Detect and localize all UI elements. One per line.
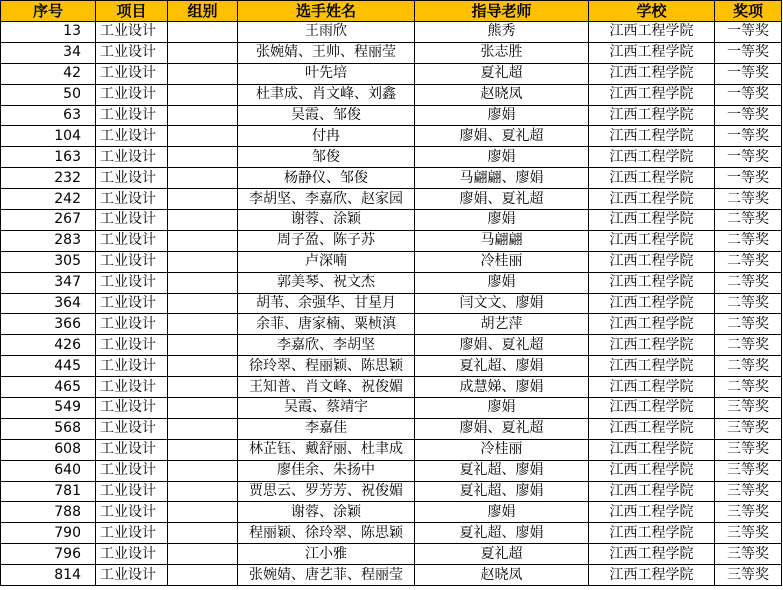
cell-award: 二等奖 — [715, 189, 782, 210]
cell-advisor: 廖娟 — [415, 398, 589, 419]
cell-seq: 34 — [1, 42, 96, 63]
cell-project: 工业设计 — [96, 356, 168, 377]
cell-seq: 305 — [1, 251, 96, 272]
cell-contestants: 付冉 — [238, 126, 415, 147]
cell-project: 工业设计 — [96, 189, 168, 210]
cell-advisor: 闫文文、廖娟 — [415, 293, 589, 314]
cell-advisor: 夏礼超 — [415, 544, 589, 565]
cell-advisor: 马翩翩、廖娟 — [415, 168, 589, 189]
cell-contestants: 胡苇、余强华、甘星月 — [238, 293, 415, 314]
cell-school: 江西工程学院 — [589, 377, 715, 398]
cell-project: 工业设计 — [96, 210, 168, 231]
cell-group — [168, 460, 238, 481]
cell-group — [168, 481, 238, 502]
cell-advisor: 成慧娣、廖娟 — [415, 377, 589, 398]
cell-advisor: 廖娟 — [415, 502, 589, 523]
table-row — [1, 481, 782, 502]
cell-contestants: 谢蓉、涂颖 — [238, 502, 415, 523]
cell-project: 工业设计 — [96, 565, 168, 586]
cell-advisor: 夏礼超、廖娟 — [415, 523, 589, 544]
cell-seq: 788 — [1, 502, 96, 523]
cell-award: 三等奖 — [715, 439, 782, 460]
cell-group — [168, 418, 238, 439]
cell-school: 江西工程学院 — [589, 126, 715, 147]
cell-project: 工业设计 — [96, 22, 168, 43]
cell-contestants: 王雨欣 — [238, 22, 415, 43]
table-row — [1, 356, 782, 377]
cell-school: 江西工程学院 — [589, 63, 715, 84]
cell-award: 二等奖 — [715, 335, 782, 356]
cell-award: 二等奖 — [715, 293, 782, 314]
cell-advisor: 廖娟 — [415, 272, 589, 293]
cell-award: 二等奖 — [715, 251, 782, 272]
cell-group — [168, 230, 238, 251]
cell-contestants: 贾思云、罗芳芳、祝俊媚 — [238, 481, 415, 502]
cell-award: 二等奖 — [715, 210, 782, 231]
cell-contestants: 李嘉佳 — [238, 418, 415, 439]
cell-project: 工业设计 — [96, 251, 168, 272]
cell-group — [168, 251, 238, 272]
cell-contestants: 卢深喃 — [238, 251, 415, 272]
cell-award: 二等奖 — [715, 377, 782, 398]
cell-award: 二等奖 — [715, 230, 782, 251]
table-row — [1, 544, 782, 565]
table-row — [1, 84, 782, 105]
cell-group — [168, 168, 238, 189]
cell-award: 一等奖 — [715, 126, 782, 147]
cell-school: 江西工程学院 — [589, 356, 715, 377]
cell-project: 工业设计 — [96, 544, 168, 565]
cell-advisor: 张志胜 — [415, 42, 589, 63]
cell-contestants: 周子盈、陈子苏 — [238, 230, 415, 251]
cell-group — [168, 502, 238, 523]
cell-school: 江西工程学院 — [589, 42, 715, 63]
cell-award: 一等奖 — [715, 63, 782, 84]
cell-seq: 568 — [1, 418, 96, 439]
cell-project: 工业设计 — [96, 460, 168, 481]
cell-group — [168, 84, 238, 105]
cell-advisor: 夏礼超、廖娟 — [415, 460, 589, 481]
cell-contestants: 余菲、唐家楠、粟桢滇 — [238, 314, 415, 335]
cell-contestants: 吴霞、蔡靖宇 — [238, 398, 415, 419]
cell-seq: 445 — [1, 356, 96, 377]
cell-school: 江西工程学院 — [589, 418, 715, 439]
cell-advisor: 廖娟、夏礼超 — [415, 189, 589, 210]
cell-advisor: 赵晓凤 — [415, 565, 589, 586]
cell-seq: 549 — [1, 398, 96, 419]
cell-contestants: 程丽颖、徐玲翠、陈思颖 — [238, 523, 415, 544]
cell-project: 工业设计 — [96, 168, 168, 189]
cell-contestants: 杨静仪、邹俊 — [238, 168, 415, 189]
cell-school: 江西工程学院 — [589, 230, 715, 251]
cell-award: 一等奖 — [715, 84, 782, 105]
cell-group — [168, 565, 238, 586]
cell-award: 三等奖 — [715, 565, 782, 586]
cell-contestants: 林芷钰、戴舒丽、杜聿成 — [238, 439, 415, 460]
cell-contestants: 杜聿成、肖文峰、刘鑫 — [238, 84, 415, 105]
cell-seq: 814 — [1, 565, 96, 586]
cell-seq: 242 — [1, 189, 96, 210]
cell-contestants: 徐玲翠、程丽颖、陈思颖 — [238, 356, 415, 377]
cell-school: 江西工程学院 — [589, 251, 715, 272]
cell-school: 江西工程学院 — [589, 502, 715, 523]
table-row — [1, 251, 782, 272]
cell-advisor: 冷桂丽 — [415, 251, 589, 272]
cell-project: 工业设计 — [96, 272, 168, 293]
cell-advisor: 廖娟 — [415, 147, 589, 168]
cell-group — [168, 523, 238, 544]
cell-school: 江西工程学院 — [589, 293, 715, 314]
cell-seq: 347 — [1, 272, 96, 293]
cell-award: 三等奖 — [715, 398, 782, 419]
cell-project: 工业设计 — [96, 42, 168, 63]
cell-contestants: 李嘉欣、李胡坚 — [238, 335, 415, 356]
cell-school: 江西工程学院 — [589, 105, 715, 126]
table-row — [1, 63, 782, 84]
cell-project: 工业设计 — [96, 293, 168, 314]
cell-contestants: 张婉婧、唐艺菲、程丽莹 — [238, 565, 415, 586]
header-advisor: 指导老师 — [415, 1, 589, 22]
cell-contestants: 邹俊 — [238, 147, 415, 168]
cell-award: 三等奖 — [715, 523, 782, 544]
cell-award: 一等奖 — [715, 147, 782, 168]
cell-project: 工业设计 — [96, 398, 168, 419]
cell-project: 工业设计 — [96, 63, 168, 84]
cell-seq: 781 — [1, 481, 96, 502]
cell-advisor: 廖娟 — [415, 210, 589, 231]
cell-school: 江西工程学院 — [589, 565, 715, 586]
cell-group — [168, 335, 238, 356]
cell-project: 工业设计 — [96, 126, 168, 147]
table-row — [1, 147, 782, 168]
cell-school: 江西工程学院 — [589, 523, 715, 544]
cell-award: 一等奖 — [715, 168, 782, 189]
cell-project: 工业设计 — [96, 147, 168, 168]
cell-school: 江西工程学院 — [589, 189, 715, 210]
cell-contestants: 王知普、肖文峰、祝俊媚 — [238, 377, 415, 398]
cell-advisor: 夏礼超、廖娟 — [415, 481, 589, 502]
cell-project: 工业设计 — [96, 84, 168, 105]
table-row — [1, 126, 782, 147]
cell-advisor: 冷桂丽 — [415, 439, 589, 460]
cell-project: 工业设计 — [96, 439, 168, 460]
cell-advisor: 马翩翩 — [415, 230, 589, 251]
cell-project: 工业设计 — [96, 418, 168, 439]
cell-school: 江西工程学院 — [589, 84, 715, 105]
cell-contestants: 廖佳余、朱扬中 — [238, 460, 415, 481]
cell-group — [168, 63, 238, 84]
table-row — [1, 42, 782, 63]
table-row — [1, 105, 782, 126]
header-row — [1, 1, 782, 22]
cell-school: 江西工程学院 — [589, 314, 715, 335]
cell-award: 三等奖 — [715, 481, 782, 502]
cell-school: 江西工程学院 — [589, 210, 715, 231]
cell-group — [168, 356, 238, 377]
table-row — [1, 398, 782, 419]
cell-school: 江西工程学院 — [589, 22, 715, 43]
table-row — [1, 189, 782, 210]
header-seq: 序号 — [1, 1, 96, 22]
cell-group — [168, 22, 238, 43]
cell-group — [168, 544, 238, 565]
table-body — [1, 22, 782, 586]
cell-group — [168, 147, 238, 168]
cell-school: 江西工程学院 — [589, 439, 715, 460]
table-row — [1, 293, 782, 314]
cell-group — [168, 42, 238, 63]
cell-seq: 163 — [1, 147, 96, 168]
cell-group — [168, 314, 238, 335]
cell-award: 二等奖 — [715, 314, 782, 335]
cell-school: 江西工程学院 — [589, 147, 715, 168]
cell-award: 一等奖 — [715, 105, 782, 126]
table-row — [1, 168, 782, 189]
cell-award: 一等奖 — [715, 42, 782, 63]
cell-contestants: 郭美琴、祝文杰 — [238, 272, 415, 293]
cell-seq: 426 — [1, 335, 96, 356]
cell-contestants: 李胡坚、李嘉欣、赵家园 — [238, 189, 415, 210]
cell-seq: 465 — [1, 377, 96, 398]
header-contestants: 选手姓名 — [238, 1, 415, 22]
cell-contestants: 江小雅 — [238, 544, 415, 565]
cell-contestants: 吴霞、邹俊 — [238, 105, 415, 126]
cell-seq: 366 — [1, 314, 96, 335]
cell-advisor: 廖娟、夏礼超 — [415, 418, 589, 439]
cell-group — [168, 126, 238, 147]
cell-seq: 790 — [1, 523, 96, 544]
cell-award: 一等奖 — [715, 22, 782, 43]
cell-seq: 104 — [1, 126, 96, 147]
table-row — [1, 22, 782, 43]
table-row — [1, 523, 782, 544]
cell-advisor: 赵晓凤 — [415, 84, 589, 105]
cell-advisor: 熊秀 — [415, 22, 589, 43]
cell-project: 工业设计 — [96, 523, 168, 544]
cell-seq: 232 — [1, 168, 96, 189]
cell-group — [168, 272, 238, 293]
table-row — [1, 314, 782, 335]
cell-contestants: 张婉婧、王帅、程丽莹 — [238, 42, 415, 63]
cell-award: 二等奖 — [715, 356, 782, 377]
table-row — [1, 418, 782, 439]
header-school: 学校 — [589, 1, 715, 22]
table-row — [1, 439, 782, 460]
table-row — [1, 502, 782, 523]
header-project: 项目 — [96, 1, 168, 22]
table-row — [1, 272, 782, 293]
cell-seq: 283 — [1, 230, 96, 251]
cell-school: 江西工程学院 — [589, 398, 715, 419]
cell-seq: 796 — [1, 544, 96, 565]
cell-advisor: 廖娟 — [415, 105, 589, 126]
cell-advisor: 夏礼超 — [415, 63, 589, 84]
cell-project: 工业设计 — [96, 502, 168, 523]
cell-advisor: 廖娟、夏礼超 — [415, 126, 589, 147]
cell-group — [168, 377, 238, 398]
cell-group — [168, 210, 238, 231]
cell-contestants: 谢蓉、涂颖 — [238, 210, 415, 231]
cell-group — [168, 105, 238, 126]
cell-seq: 364 — [1, 293, 96, 314]
table-row — [1, 460, 782, 481]
cell-seq: 640 — [1, 460, 96, 481]
cell-school: 江西工程学院 — [589, 460, 715, 481]
table-row — [1, 565, 782, 586]
table-row — [1, 230, 782, 251]
cell-advisor: 夏礼超、廖娟 — [415, 356, 589, 377]
cell-group — [168, 293, 238, 314]
cell-project: 工业设计 — [96, 230, 168, 251]
cell-project: 工业设计 — [96, 377, 168, 398]
cell-seq: 42 — [1, 63, 96, 84]
cell-project: 工业设计 — [96, 314, 168, 335]
cell-seq: 608 — [1, 439, 96, 460]
cell-advisor: 胡艺萍 — [415, 314, 589, 335]
table-row — [1, 210, 782, 231]
cell-school: 江西工程学院 — [589, 544, 715, 565]
cell-award: 三等奖 — [715, 460, 782, 481]
cell-award: 二等奖 — [715, 272, 782, 293]
cell-seq: 50 — [1, 84, 96, 105]
header-award: 奖项 — [715, 1, 782, 22]
cell-school: 江西工程学院 — [589, 481, 715, 502]
cell-school: 江西工程学院 — [589, 168, 715, 189]
cell-group — [168, 189, 238, 210]
cell-project: 工业设计 — [96, 105, 168, 126]
table-row — [1, 377, 782, 398]
cell-award: 三等奖 — [715, 418, 782, 439]
table-row — [1, 335, 782, 356]
cell-award: 三等奖 — [715, 502, 782, 523]
cell-seq: 267 — [1, 210, 96, 231]
cell-group — [168, 398, 238, 419]
cell-school: 江西工程学院 — [589, 335, 715, 356]
header-group: 组别 — [168, 1, 238, 22]
cell-advisor: 廖娟、夏礼超 — [415, 335, 589, 356]
cell-contestants: 叶先培 — [238, 63, 415, 84]
cell-project: 工业设计 — [96, 335, 168, 356]
cell-school: 江西工程学院 — [589, 272, 715, 293]
cell-seq: 13 — [1, 22, 96, 43]
cell-group — [168, 439, 238, 460]
cell-seq: 63 — [1, 105, 96, 126]
cell-project: 工业设计 — [96, 481, 168, 502]
cell-award: 三等奖 — [715, 544, 782, 565]
